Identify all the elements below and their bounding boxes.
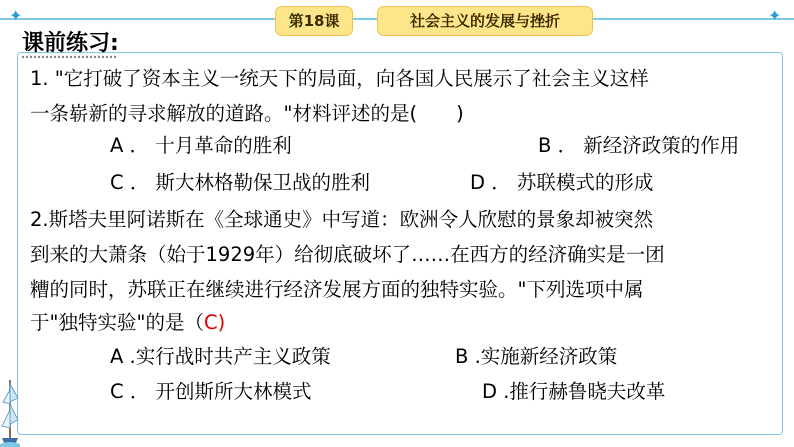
question-2-line-1: 2.斯塔夫里阿诺斯在《全球通史》中写道：欧洲令人欣慰的景象却被突然 xyxy=(30,208,654,231)
question-2-answer: C xyxy=(203,311,218,334)
question-2-line-4 xyxy=(30,310,225,336)
question-1-option-a: A ． 十月革命的胜利 xyxy=(110,134,292,157)
title-connector xyxy=(351,18,377,20)
question-2-option-a: A .实行战时共产主义政策 xyxy=(110,345,331,368)
question-1-option-b: B ． 新经济政策的作用 xyxy=(538,134,740,157)
question-1-option-c: C ． 斯大林格勒保卫战的胜利 xyxy=(110,171,371,194)
lesson-number-badge: 第18课 xyxy=(275,6,353,36)
sparkle-icon: ✦ xyxy=(9,6,23,25)
question-2-line-3: 糟的同时，苏联正在继续进行经济发展方面的独特实验。"下列选项中属 xyxy=(30,278,644,301)
sparkle-icon: ✦ xyxy=(768,6,782,25)
question-2-option-d: D .推行赫鲁晓夫改革 xyxy=(482,380,666,403)
question-2-line-2: 到来的大萧条（始于1929年）给彻底破坏了……在西方的经济确实是一团 xyxy=(30,243,665,266)
question-2-line-4-text: 于"独特实验"的是（ xyxy=(30,311,204,334)
question-1-option-d: D ． 苏联模式的形成 xyxy=(470,171,654,194)
question-2-answer-close: ) xyxy=(217,311,226,334)
question-2-option-c: C ． 开创斯所大林模式 xyxy=(110,380,312,403)
question-1-line-1: 1. "它打破了资本主义一统天下的局面，向各国人民展示了社会主义这样 xyxy=(30,67,649,90)
question-2-option-b: B .实施新经济政策 xyxy=(455,345,618,368)
ship-decoration-icon xyxy=(0,340,20,447)
question-1-line-2: 一条崭新的寻求解放的道路。"材料评述的是( ) xyxy=(30,102,464,125)
section-heading: 课前练习: xyxy=(22,31,119,56)
lesson-title: 社会主义的发展与挫折 xyxy=(377,6,593,36)
